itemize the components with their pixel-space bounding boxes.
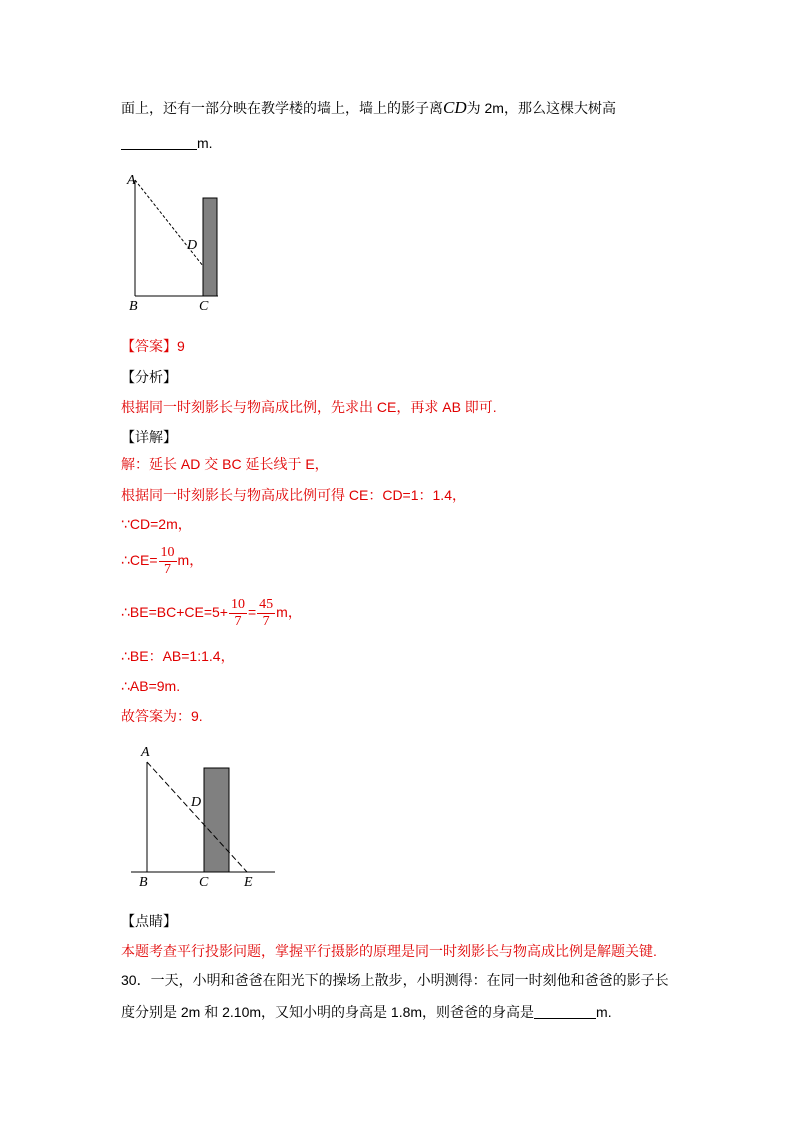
- question30-line2: [121, 1002, 612, 1022]
- wall-rect: [203, 198, 217, 296]
- sun-ray-ad: [135, 180, 203, 266]
- label-b: B: [139, 875, 148, 890]
- analysis-text: 根据同一时刻影长与物高成比例，先求出 CE，再求 AB 即可.: [121, 399, 497, 415]
- wall-rect: [204, 768, 229, 872]
- comment-text: 本题考查平行投影问题，掌握平行摄影的原理是同一时刻影长与物高成比例是解题关键.: [121, 943, 657, 959]
- answer-blank: [121, 135, 197, 150]
- question-tail-line1: [121, 98, 616, 118]
- label-d: D: [187, 238, 198, 253]
- detail-line-3: ∵CD=2m，: [121, 516, 192, 532]
- label-c: C: [199, 299, 209, 314]
- fraction-10-7: [159, 545, 177, 578]
- cd-symbol: CD: [443, 98, 467, 117]
- be-unit: m，: [276, 604, 302, 620]
- equals-sign: =: [247, 604, 257, 620]
- question-text: 为 2m，那么这棵大树高: [466, 100, 616, 116]
- answer-line: [121, 336, 185, 356]
- analysis-tag: 【分析】: [121, 369, 177, 385]
- fraction-10-7: [229, 597, 247, 630]
- detail-line-8: 故答案为：9.: [121, 708, 203, 724]
- label-a: A: [127, 173, 136, 188]
- ce-unit: m，: [177, 552, 204, 568]
- label-e: E: [244, 875, 253, 890]
- question30-text: 度分别是 2m 和 2.10m，又知小明的身高是 1.8m，则爸爸的身高是: [121, 1004, 535, 1020]
- detail-line-5: [121, 596, 302, 630]
- answer-value: 9: [177, 338, 185, 354]
- detail-line-4: [121, 544, 203, 578]
- fraction-denominator: 7: [262, 613, 270, 629]
- figure-tree-wall: [115, 168, 235, 318]
- ce-prefix: ∴CE=: [121, 552, 158, 568]
- unit-text: m.: [596, 1004, 612, 1020]
- unit-text: m.: [197, 135, 213, 151]
- figure-extended-shadow: [125, 740, 295, 890]
- question30-line1: 30．一天，小明和爸爸在阳光下的操场上散步，小明测得：在同一时刻他和爸爸的影子长: [121, 972, 669, 988]
- fraction-numerator: 10: [160, 544, 175, 560]
- fraction-numerator: 45: [259, 596, 274, 612]
- question-text: 面上，还有一部分映在教学楼的墙上，墙上的影子离: [121, 100, 443, 116]
- fraction-denominator: 7: [164, 561, 172, 577]
- label-b: B: [129, 299, 138, 314]
- answer-blank: [534, 1004, 596, 1019]
- answer-tag: 【答案】: [121, 338, 177, 354]
- detail-line-7: ∴AB=9m.: [121, 678, 181, 694]
- comment-tag: 【点睛】: [121, 913, 177, 929]
- label-c: C: [199, 875, 209, 890]
- fraction-45-7: [257, 597, 275, 630]
- sun-ray-ae: [147, 762, 247, 872]
- detail-line-6: ∴BE：AB=1:1.4，: [121, 648, 235, 664]
- detail-tag: 【详解】: [121, 429, 177, 445]
- fraction-numerator: 10: [230, 596, 245, 612]
- detail-line-1: 解：延长 AD 交 BC 延长线于 E，: [121, 456, 329, 472]
- question-tail-line2: [121, 133, 213, 153]
- label-a: A: [141, 745, 150, 760]
- label-d: D: [191, 795, 202, 810]
- detail-line-2: 根据同一时刻影长与物高成比例可得 CE：CD=1：1.4，: [121, 487, 466, 503]
- be-prefix: ∴BE=BC+CE=5+: [121, 604, 228, 620]
- fraction-denominator: 7: [234, 613, 242, 629]
